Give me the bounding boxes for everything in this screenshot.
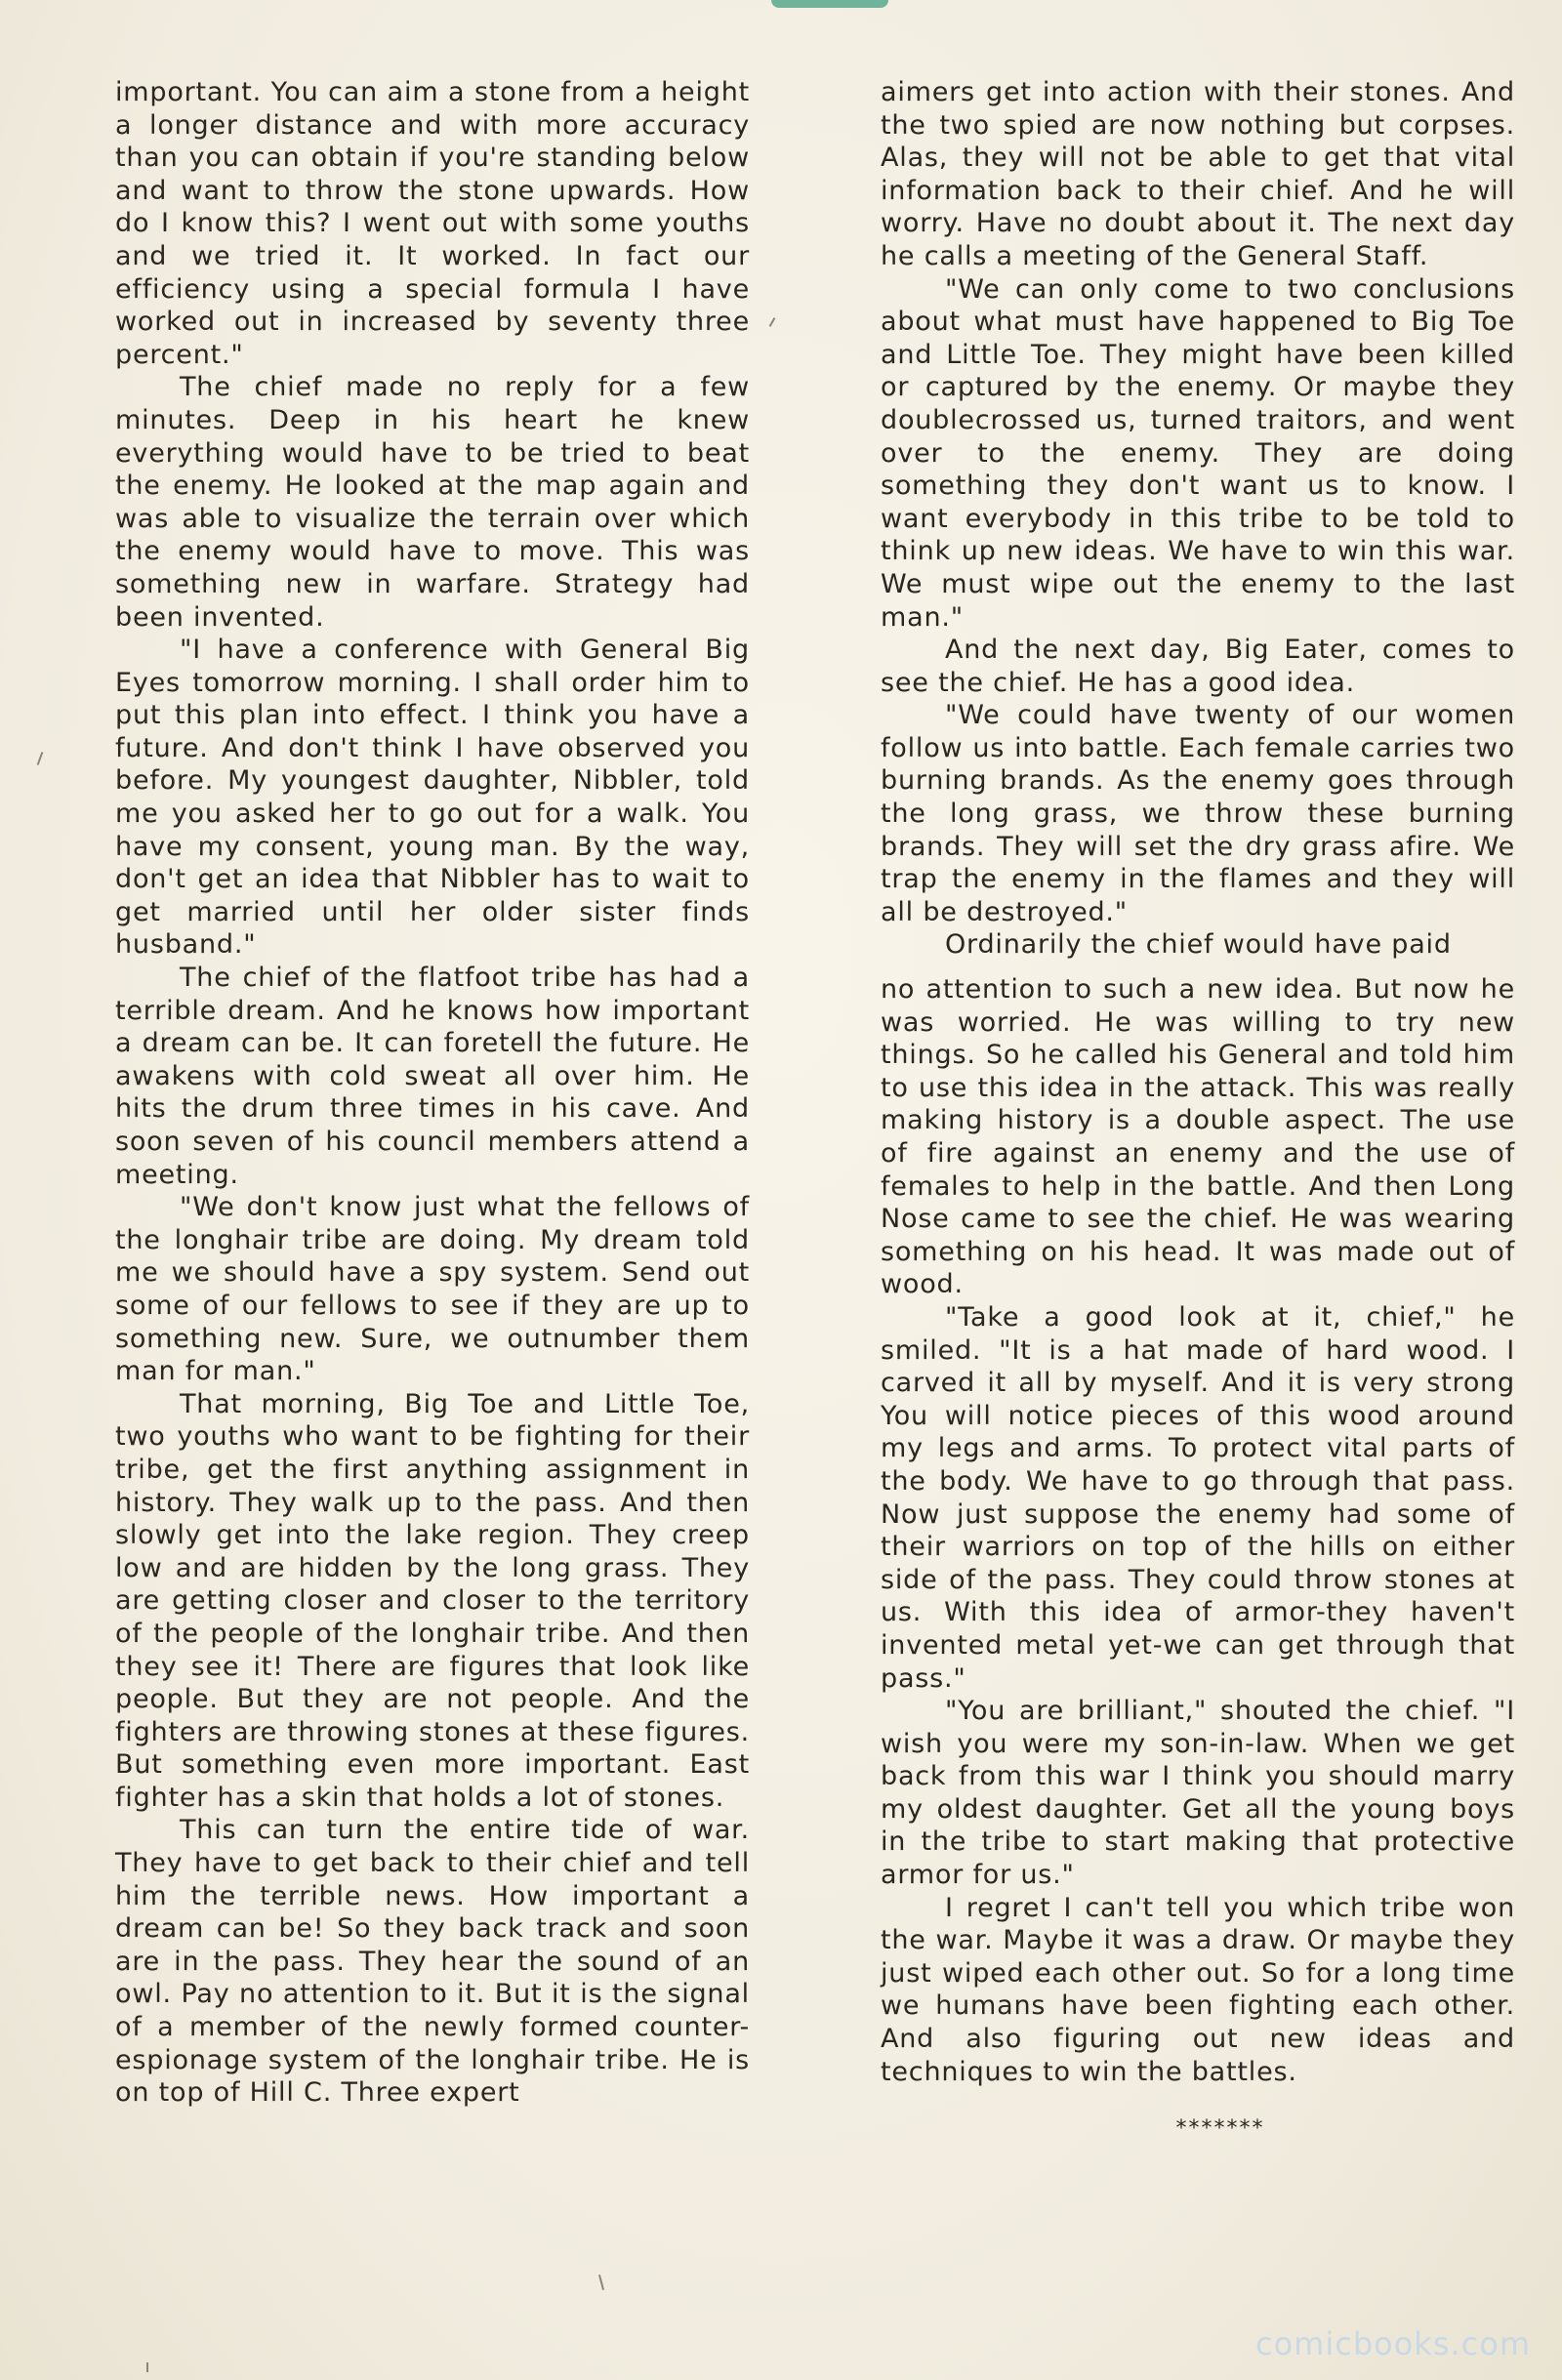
paragraph: I regret I can't tell you which tribe won the war. Maybe it was a draw. Or maybe they just wiped each other out. So for a long time we humans have been fighting each other. And also figuring out new ideas and techniques to win the battles. — [881, 1892, 1515, 2087]
paragraph: "We can only come to two conclusions about what must have happened to Big Toe and Little Toe. They might have been killed or captured by the enemy. Or maybe they doublecrossed us, turned traitors, and went over to the enemy. They are doing something they don't want us to know. I want everybody in this tribe to be told to think up new ideas. We have to win this war. We must wipe out the enemy to the last man." — [881, 273, 1515, 633]
left-column — [115, 76, 750, 2110]
paragraph: aimers get into action with their stones. And the two spied are now nothing but corpses. Alas, they will not be able to get that vital information back to their chief. And he will worry. Have no doubt about it. The next day he calls a meeting of the General Staff. — [881, 77, 1515, 271]
watermark: comicbooks.com — [1254, 2325, 1531, 2362]
paper-speck — [37, 752, 44, 765]
paragraph: The chief of the flatfoot tribe has had a terrible dream. And he knows how important a dream can be. It can foretell the future. He awakens with cold sweat all over him. He hits the drum three times in his cave. And soon seven of his council members attend a meeting. — [115, 963, 750, 1190]
paragraph: no attention to such a new idea. But now he was worried. He was willing to try new things. So he called his General and told him to use this idea in the attack. This was really making history is a double aspect. The use of fire against an enemy and the use of females to help in the battle. And then Long Nose came to see the chief. He was wearing something on his head. It was made out of wood. — [881, 974, 1515, 1300]
paper-speck — [146, 2362, 148, 2372]
paragraph: "Take a good look at it, chief," he smiled. "It is a hat made of hard wood. I carved it all by myself. And it is very strong You will notice pieces of this wood around my legs and arms. To protect vital parts of the body. We have to go through that pass. Now just suppose the enemy had some of their warriors on top of the hills on either side of the pass. They could throw stones at us. With this idea of armor-they haven't invented metal yet-we can get through that pass." — [881, 1301, 1515, 1694]
paragraph: "You are brilliant," shouted the chief. "I wish you were my son-in-law. When we get back from this war I think you should marry my oldest daughter. Get all the young boys in the tribe to start making that protective armor for us." — [881, 1696, 1515, 1891]
paper-speck — [598, 2275, 604, 2290]
paragraph: "We could have twenty of our women follow us into battle. Each female carries two burning brands. As the enemy goes through the long grass, we throw these burning brands. They will set the dry grass afire. We trap the enemy in the flames and they will all be destroyed." — [881, 700, 1515, 927]
cover-edge-tab — [771, 0, 888, 8]
paragraph: That morning, Big Toe and Little Toe, two youths who want to be fighting for their tribe, get the first anything assignment in history. They walk up to the pass. And then slowly get into the lake region. They creep low and are hidden by the long grass. They are getting closer and closer to the territory of the people of the longhair tribe. And then they see it! There are figures that look like people. But they are not people. And the fighters are throwing stones at these figures. But something even more important. East fighter has a skin that holds a lot of stones. — [115, 1388, 750, 1813]
paragraph: "We don't know just what the fellows of the longhair tribe are doing. My dream told me we should have a spy system. Send out some of our fellows to see if they are up to something new. Sure, we outnumber them man for man." — [115, 1192, 750, 1387]
end-mark: ******* — [1175, 2116, 1265, 2141]
paper-speck — [769, 317, 776, 327]
paragraph: The chief made no reply for a few minutes. Deep in his heart he knew everything would have to be tried to beat the enemy. He looked at the map again and was able to visualize the terrain over which the enemy would have to move. This was something new in warfare. Strategy had been invented. — [115, 372, 750, 633]
paragraph: "I have a conference with General Big Eyes tomorrow morning. I shall order him to put this plan into effect. I think you have a future. And don't think I have observed you before. My youngest daughter, Nibbler, told me you asked her to go out for a walk. You have my consent, young man. By the way, don't get an idea that Nibbler has to wait to get married until her older sister finds husband." — [115, 635, 750, 961]
paragraph: important. You can aim a stone from a height a longer distance and with more accuracy than you can obtain if you're standing below and want to throw the stone upwards. How do I know this? I went out with some youths and we tried it. It worked. In fact our efficiency using a special formula I have worked out in increased by seventy three percent." — [115, 77, 750, 370]
paragraph: This can turn the entire tide of war. They have to get back to their chief and tell him the terrible news. How important a dream can be! So they back track and soon are in the pass. They hear the sound of an owl. Pay no attention to it. But it is the signal of a member of the newly formed counter-espionage system of the longhair tribe. He is on top of Hill C. Three expert — [115, 1815, 750, 2109]
right-column — [881, 76, 1515, 2088]
paragraph: And the next day, Big Eater, comes to see the chief. He has a good idea. — [881, 635, 1515, 698]
paragraph: Ordinarily the chief would have paid — [945, 929, 1452, 961]
paragraph-gap — [881, 962, 1515, 973]
